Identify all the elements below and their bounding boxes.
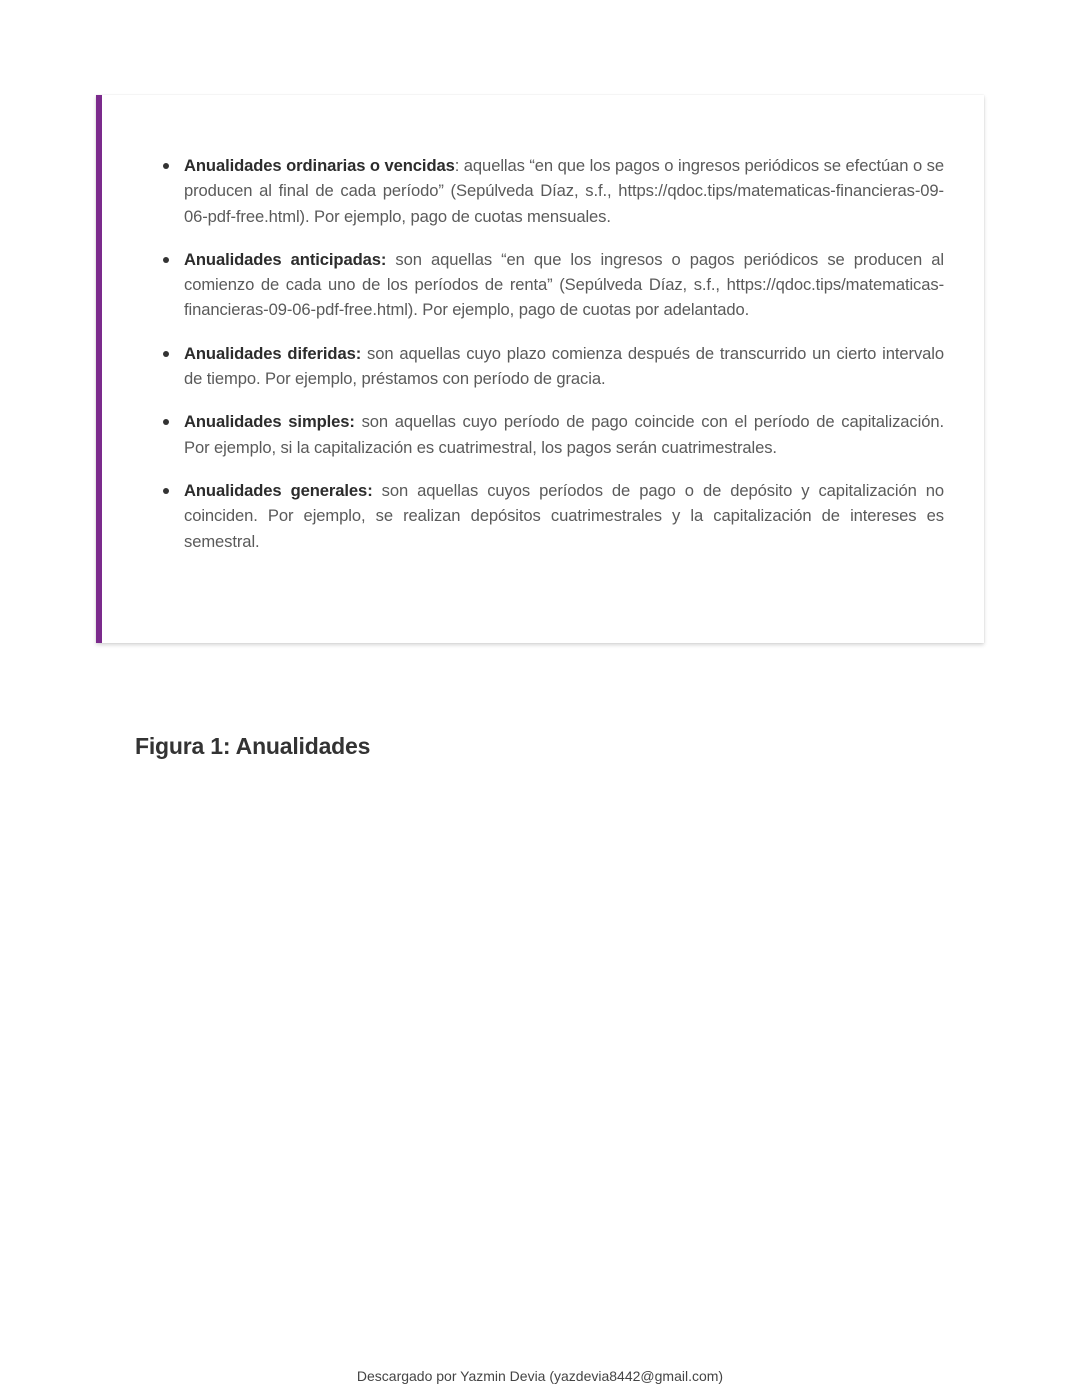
list-item-term: Anualidades diferidas: <box>184 343 362 363</box>
annuity-types-list <box>184 153 944 572</box>
list-item-term: Anualidades simples: <box>184 412 355 432</box>
figure-title: Figura 1: Anualidades <box>135 733 371 759</box>
list-item-text: son aquellas “en que los ingresos o pagos periódicos se producen al comienzo de cada uno de los períodos de renta” (Sepúlveda Díaz, s.f., https://qdoc.tips/matematicas-financieras-09-06-pdf-free.html). Por ejemplo, pago de cuotas por adelantado. <box>184 249 945 320</box>
list-item-term: Anualidades anticipadas: <box>184 249 387 269</box>
list-item-text: : aquellas “en que los pagos o ingresos periódicos se efectúan o se producen al final de cada período” (Sepúlveda Díaz, s.f., https://qdoc.tips/matematicas-financieras-09-06-pdf-free.html). Por ejemplo, pago de cuotas mensuales. <box>184 156 944 226</box>
download-footer: Descargado por Yazmin Devia (yazdevia8442@gmail.com) <box>356 1368 724 1384</box>
bullet-icon <box>163 488 169 494</box>
list-item <box>184 153 944 229</box>
list-item-term: Anualidades generales: <box>184 480 373 500</box>
list-item-term: Anualidades ordinarias o vencidas <box>184 156 455 175</box>
bullet-icon <box>163 419 169 425</box>
list-item <box>184 341 944 392</box>
list-item-text: son aquellas cuyo período de pago coincide con el período de capitalización. Por ejemplo, si la capitalización es cuatrimestral, los pagos serán cuatrimestrales. <box>184 412 944 457</box>
annuity-types-callout <box>96 95 984 643</box>
bullet-icon <box>163 257 169 263</box>
list-item-text: son aquellas cuyos períodos de pago o de depósito y capitalización no coinciden. Por ejemplo, se realizan depósitos cuatrimestrales y la capitalización de intereses es semestral. <box>184 480 944 551</box>
list-item <box>184 409 944 460</box>
list-item <box>184 478 944 554</box>
bullet-icon <box>163 163 169 169</box>
list-item-text: son aquellas cuyo plazo comienza después de transcurrido un cierto intervalo de tiempo. Por ejemplo, préstamos con período de gracia. <box>184 343 944 389</box>
list-item <box>184 247 944 323</box>
bullet-icon <box>163 351 169 357</box>
